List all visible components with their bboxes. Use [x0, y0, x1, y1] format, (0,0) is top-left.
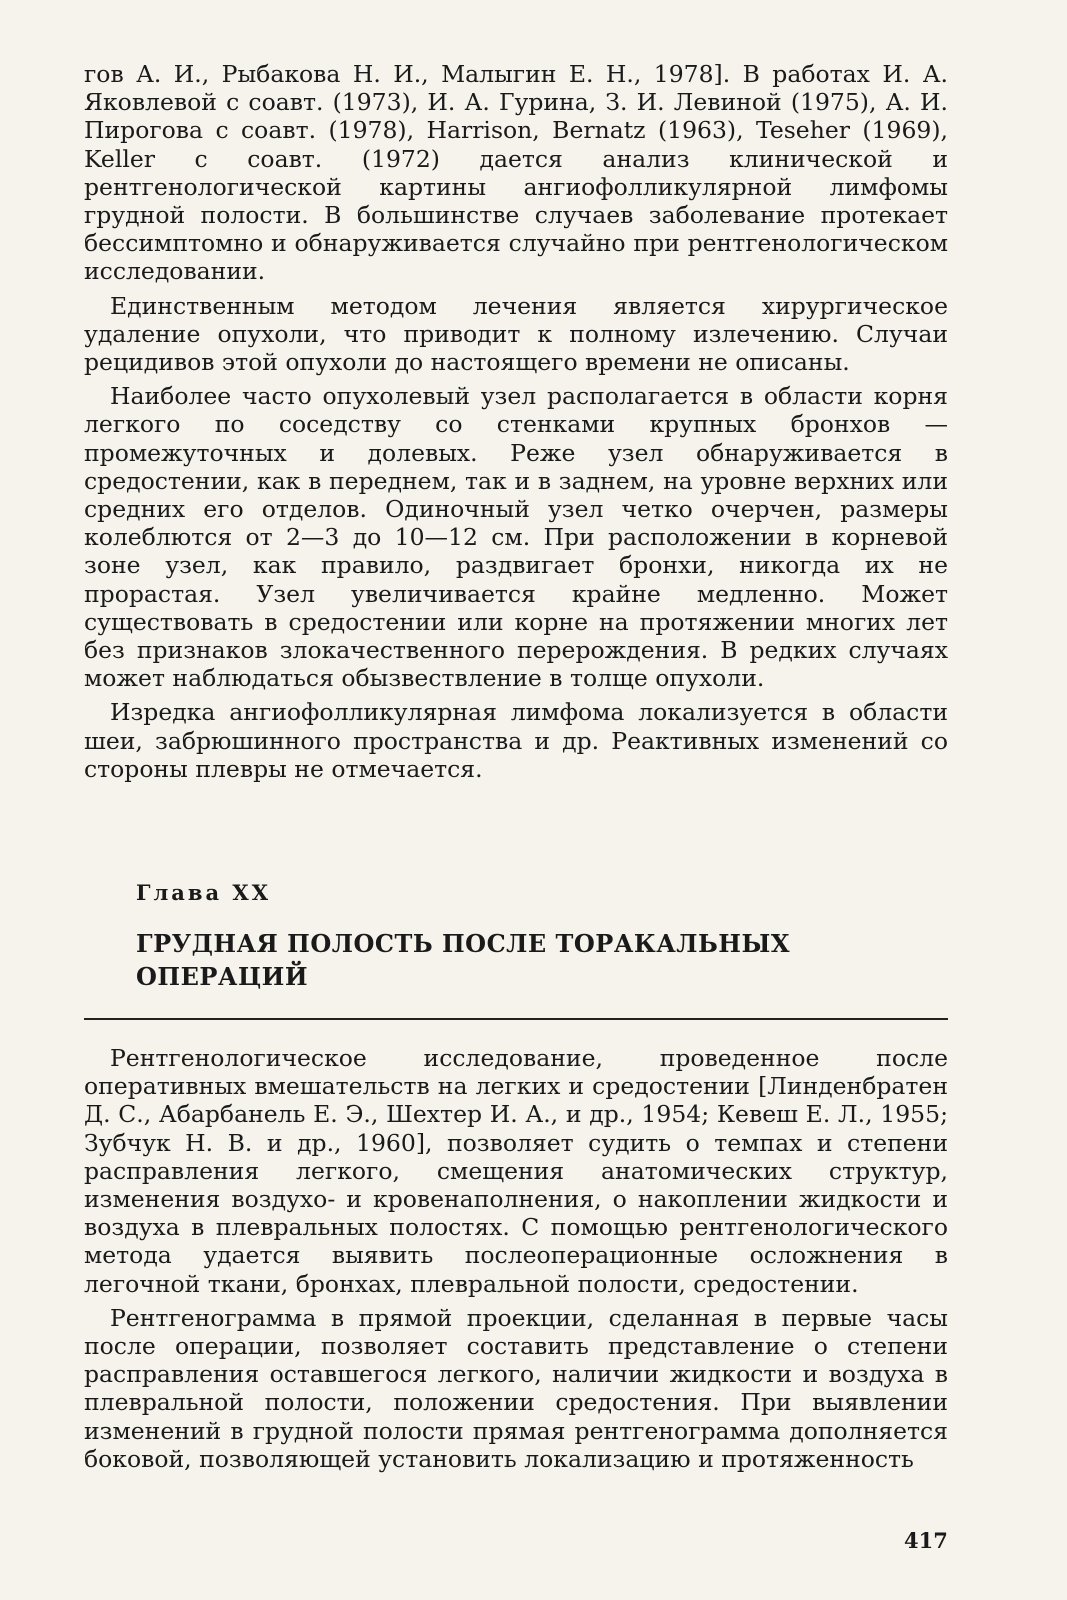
page-number: 417: [904, 1528, 948, 1553]
paragraph-treatment: Единственным методом лечения является хирургическое удаление опухоли, что приводит к полному излечению. Случаи рецидивов этой опухоли до настоящего времени не описаны.: [84, 291, 948, 377]
paragraph-xray-examination: Рентгенологическое исследование, проведенное после оперативных вмешательств на легких и средостении [Линденбратен Д. С., Абарбанель Е. Э., Шехтер И. А., и др., 1954; Кевеш Е. Л., 1955; Зубчук Н. В. и др., 1960], позволяет судить о темпах и степени расправления легкого, смещения анатомических структур, изменения воздухо- и кровенаполнения, о накоплении жидкости и воздуха в плевральных полостях. С помощью рентгенологического метода удается выявить послеоперационные осложнения в легочной ткани, бронхах, плевральной полости, средостении.: [84, 1044, 948, 1298]
chapter-title-line-1: ГРУДНАЯ ПОЛОСТЬ ПОСЛЕ ТОРАКАЛЬНЫХ: [136, 929, 790, 958]
paragraph-localization: Наиболее часто опухолевый узел располагается в области корня легкого по соседству со стенками крупных бронхов — промежуточных и долевых. Реже узел обнаруживается в средостении, как в переднем, так и в заднем, на уровне верхних или средних его отделов. Одиночный узел четко очерчен, размеры колеблются от 2—3 до 10—12 см. При расположении в корневой зоне узел, как правило, раздвигает бронхи, никогда их не прорастая. Узел увеличивается крайне медленно. Может существовать в средостении или корне на протяжении многих лет без признаков злокачественного перерождения. В редких случаях может наблюдаться обызвествление в толще опухоли.: [84, 382, 948, 693]
top-text-block: [84, 60, 948, 789]
chapter-heading: [136, 880, 936, 993]
chapter-divider: [84, 1018, 948, 1020]
chapter-title: [136, 927, 936, 993]
chapter-title-line-2: ОПЕРАЦИЙ: [136, 962, 308, 991]
paragraph-rare-sites: Изредка ангиофолликулярная лимфома локализуется в области шеи, забрюшинного пространства и др. Реактивных изменений со стороны плевры не отмечается.: [84, 698, 948, 783]
paragraph-continuation: гов А. И., Рыбакова Н. И., Малыгин Е. Н., 1978]. В работах И. А. Яковлевой с соавт. (1973), И. А. Гурина, З. И. Левиной (1975), А. И. Пирогова с соавт. (1978), Harrison, Bernatz (1963), Teseher (1969), Keller с соавт. (1972) дается анализ клинической и рентгенологической картины ангиофолликулярной лимфомы грудной полости. В большинстве случаев заболевание протекает бессимптомно и обнаруживается случайно при рентгенологическом исследовании.: [84, 60, 948, 286]
chapter-text-block: [84, 1044, 948, 1479]
chapter-label: Глава XX: [136, 880, 272, 905]
paragraph-radiograph: Рентгенограмма в прямой проекции, сделанная в первые часы после операции, позволяет составить представление о степени расправления оставшегося легкого, наличии жидкости и воздуха в плевральной полости, положении средостения. При выявлении изменений в грудной полости прямая рентгенограмма дополняется боковой, позволяющей установить локализацию и протяженность: [84, 1303, 948, 1473]
